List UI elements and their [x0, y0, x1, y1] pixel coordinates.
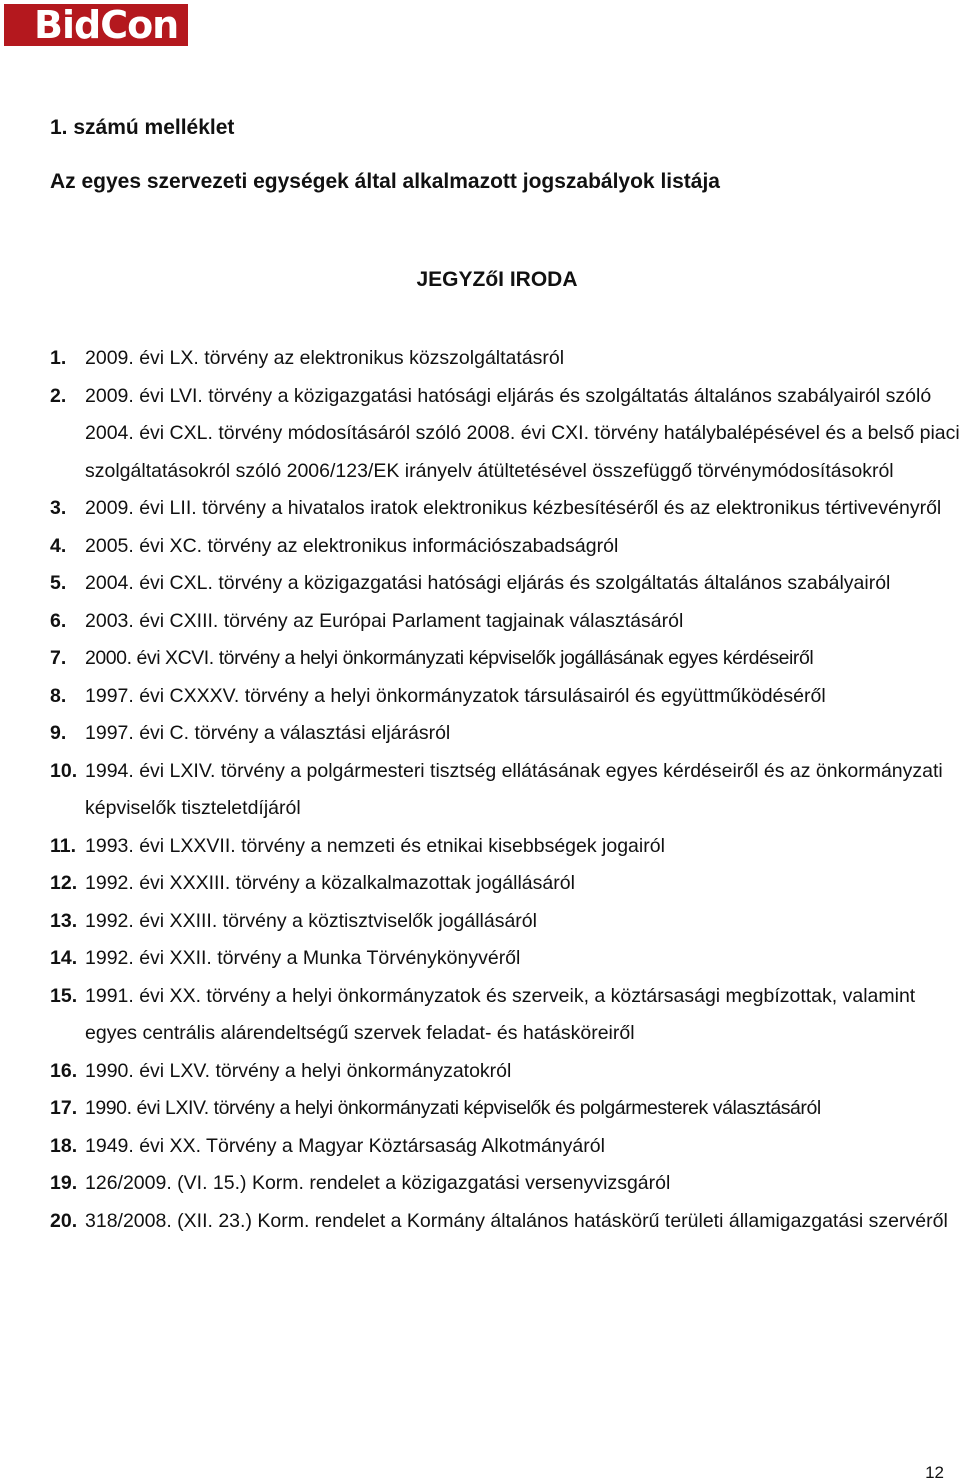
- law-text: 2005. évi XC. törvény az elektronikus információszabadságról: [85, 534, 619, 557]
- law-text: 1992. évi XXXIII. törvény a közalkalmazottak jogállásáról: [85, 872, 575, 894]
- law-item: [50, 378, 960, 491]
- law-item: [50, 865, 960, 903]
- law-text: 1949. évi XX. Törvény a Magyar Köztársaság Alkotmányáról: [85, 1134, 605, 1157]
- law-item: [50, 753, 960, 828]
- law-number: 12.: [50, 872, 78, 894]
- law-text: 2009. évi LII. törvény a hivatalos iratok elektronikus kézbesítéséről és az elektronikus tértivevényről: [85, 497, 942, 519]
- law-item: [50, 640, 960, 678]
- law-text: 1997. évi CXXXV. törvény a helyi önkormányzatok társulásairól és együttműködéséről: [85, 684, 826, 707]
- law-text: 318/2008. (XII. 23.) Korm. rendelet a Kormány általános hatáskörű területi államigazgatási szervéről: [85, 1209, 948, 1232]
- law-item: [50, 828, 960, 866]
- law-number: 14.: [50, 947, 78, 969]
- law-text: 2004. évi CXL. törvény a közigazgatási hatósági eljárás és szolgáltatás általános szabályairól: [85, 572, 891, 594]
- law-text: 1993. évi LXXVII. törvény a nemzeti és etnikai kisebbségek jogairól: [85, 834, 665, 857]
- law-text: 2009. évi LVI. törvény a közigazgatási hatósági eljárás és szolgáltatás általános szabályairól szóló 2004. évi CXL. törvény módosításáról szóló 2008. évi CXI. törvény hatálybalépésével és a belső piaci szolgáltatásokról szóló 2006/123/EK irányelv átültetésével összefüggő törvénymódosításokról: [85, 384, 960, 482]
- law-number: 19.: [50, 1172, 78, 1194]
- law-text: 2000. évi XCVI. törvény a helyi önkormányzati képviselők jogállásának egyes kérdéseiről: [85, 647, 814, 669]
- law-text: 2003. évi CXIII. törvény az Európai Parlament tagjainak választásáról: [85, 609, 684, 632]
- law-text: 1992. évi XXIII. törvény a köztisztviselők jogállásáról: [85, 909, 537, 932]
- law-text: 1994. évi LXIV. törvény a polgármesteri tisztség ellátásának egyes kérdéseiről és az önkormányzati képviselők tiszteletdíjáról: [85, 759, 943, 819]
- law-number: 16.: [50, 1059, 78, 1082]
- law-text: 126/2009. (VI. 15.) Korm. rendelet a közigazgatási versenyvizsgáról: [85, 1172, 671, 1194]
- law-item: [50, 715, 960, 753]
- law-number: 13.: [50, 909, 78, 932]
- law-text: 1990. évi LXIV. törvény a helyi önkormányzati képviselők és polgármesterek választásáról: [85, 1097, 821, 1119]
- law-item: [50, 978, 960, 1053]
- law-number: 5.: [50, 572, 67, 594]
- law-number: 1.: [50, 347, 67, 369]
- law-number: 9.: [50, 722, 67, 744]
- law-number: 7.: [50, 647, 67, 669]
- law-number: 3.: [50, 497, 67, 519]
- law-item: [50, 340, 960, 378]
- law-text: 1990. évi LXV. törvény a helyi önkormányzatokról: [85, 1059, 512, 1082]
- law-item: [50, 678, 960, 716]
- law-number: 6.: [50, 609, 67, 632]
- law-item: [50, 1053, 960, 1091]
- law-item: [50, 1128, 960, 1166]
- law-item: [50, 1165, 960, 1203]
- law-item: [50, 565, 960, 603]
- bidcon-logo: BidCon: [4, 4, 188, 46]
- law-item: [50, 603, 960, 641]
- law-text: 1997. évi C. törvény a választási eljárásról: [85, 722, 451, 744]
- law-item: [50, 940, 960, 978]
- law-number: 17.: [50, 1097, 78, 1119]
- law-item: [50, 1203, 960, 1241]
- annex-title: 1. számú melléklet: [50, 116, 235, 139]
- law-number: 8.: [50, 684, 67, 707]
- law-number: 4.: [50, 534, 67, 557]
- annex-subtitle: Az egyes szervezeti egységek által alkalmazott jogszabályok listája: [50, 170, 720, 193]
- law-number: 15.: [50, 984, 78, 1007]
- law-number: 20.: [50, 1209, 78, 1232]
- law-item: [50, 490, 960, 528]
- law-item: [50, 903, 960, 941]
- law-text: 1992. évi XXII. törvény a Munka Törvénykönyvéről: [85, 947, 521, 969]
- law-text: 2009. évi LX. törvény az elektronikus közszolgáltatásról: [85, 347, 565, 369]
- law-list: [50, 340, 960, 1240]
- law-number: 18.: [50, 1134, 78, 1157]
- law-number: 10.: [50, 759, 78, 782]
- page-number: 12: [925, 1463, 944, 1482]
- section-heading: JEGYZőI IRODA: [416, 268, 578, 291]
- law-text: 1991. évi XX. törvény a helyi önkormányzatok és szerveik, a köztársasági megbízottak, valamint egyes centrális alárendeltségű szervek feladat- és hatásköreiről: [85, 984, 916, 1044]
- law-number: 2.: [50, 384, 67, 407]
- law-item: [50, 1090, 960, 1128]
- law-number: 11.: [50, 834, 77, 857]
- law-item: [50, 528, 960, 566]
